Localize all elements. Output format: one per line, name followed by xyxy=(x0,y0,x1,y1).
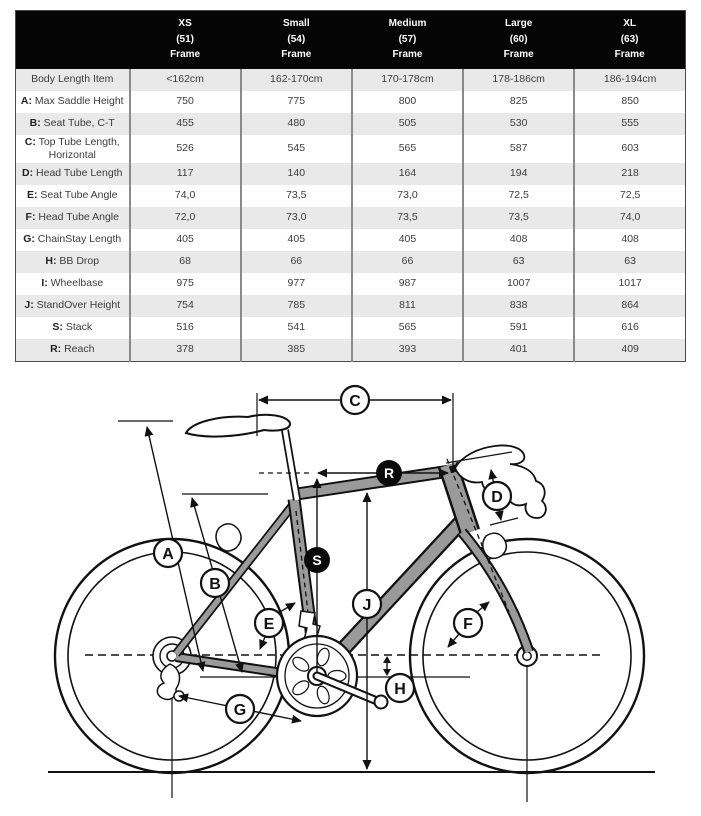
row-label: Body Length Item xyxy=(16,69,130,91)
value-cell: 178-186cm xyxy=(463,69,574,91)
value-cell: 977 xyxy=(241,273,352,295)
value-cell: 408 xyxy=(463,229,574,251)
value-cell: 72,5 xyxy=(463,185,574,207)
row-label: B: Seat Tube, C-T xyxy=(16,113,130,135)
column-header-large: Large (60) Frame xyxy=(463,11,574,69)
value-cell: 73,0 xyxy=(241,207,352,229)
value-cell: 74,0 xyxy=(130,185,241,207)
value-cell: 975 xyxy=(130,273,241,295)
value-cell: 378 xyxy=(130,339,241,362)
value-cell: 66 xyxy=(241,251,352,273)
marker-e xyxy=(255,609,283,637)
value-cell: 455 xyxy=(130,113,241,135)
value-cell: 405 xyxy=(130,229,241,251)
row-label: J: StandOver Height xyxy=(16,295,130,317)
value-cell: 864 xyxy=(574,295,685,317)
value-cell: 401 xyxy=(463,339,574,362)
value-cell: 1007 xyxy=(463,273,574,295)
pedal-spindle-icon xyxy=(375,696,388,709)
value-cell: 63 xyxy=(463,251,574,273)
value-cell: 541 xyxy=(241,317,352,339)
marker-f xyxy=(454,609,482,637)
row-label: A: Max Saddle Height xyxy=(20,94,124,107)
svg-text:A: A xyxy=(162,545,174,563)
value-cell: 785 xyxy=(241,295,352,317)
front-brake-icon xyxy=(483,533,507,558)
value-cell: 218 xyxy=(574,163,685,185)
table-row xyxy=(16,251,686,273)
value-cell: 162-170cm xyxy=(241,69,352,91)
value-cell: 73,5 xyxy=(241,185,352,207)
crankset-icon xyxy=(277,636,388,716)
value-cell: 516 xyxy=(130,317,241,339)
value-cell: 66 xyxy=(352,251,463,273)
value-cell: 850 xyxy=(574,91,685,113)
marker-s xyxy=(304,547,330,573)
table-row xyxy=(16,317,686,339)
value-cell: 555 xyxy=(574,113,685,135)
bike-geometry-diagram xyxy=(0,360,701,816)
row-label: R: Reach xyxy=(16,339,130,362)
value-cell: 587 xyxy=(463,135,574,163)
table-row xyxy=(16,69,686,91)
svg-text:F: F xyxy=(463,615,473,633)
marker-r xyxy=(376,460,402,486)
table-row xyxy=(16,163,686,185)
value-cell: 194 xyxy=(463,163,574,185)
column-header-medium: Medium (57) Frame xyxy=(352,11,463,69)
marker-a xyxy=(154,539,182,567)
value-cell: 409 xyxy=(574,339,685,362)
value-cell: 530 xyxy=(463,113,574,135)
size-table-body xyxy=(16,69,686,362)
row-label: I: Wheelbase xyxy=(41,277,104,290)
marker-j xyxy=(353,590,381,618)
value-cell: 74,0 xyxy=(574,207,685,229)
table-row xyxy=(16,91,686,113)
marker-d xyxy=(483,482,511,510)
value-cell: <162cm xyxy=(130,69,241,91)
svg-text:J: J xyxy=(362,596,372,614)
column-header-xl: XL (63) Frame xyxy=(574,11,685,69)
value-cell: 838 xyxy=(463,295,574,317)
svg-text:B: B xyxy=(209,575,221,593)
value-cell: 68 xyxy=(130,251,241,273)
value-cell: 1017 xyxy=(574,273,685,295)
svg-text:R: R xyxy=(383,465,395,482)
table-row xyxy=(16,339,686,362)
seatpost-icon xyxy=(285,430,297,500)
table-corner-cell xyxy=(16,11,130,69)
table-row xyxy=(16,273,686,295)
value-cell: 987 xyxy=(352,273,463,295)
value-cell: 545 xyxy=(241,135,352,163)
value-cell: 505 xyxy=(352,113,463,135)
value-cell: 616 xyxy=(574,317,685,339)
table-row xyxy=(16,185,686,207)
row-label: S: Stack xyxy=(52,321,93,334)
value-cell: 754 xyxy=(130,295,241,317)
row-label: C: Top Tube Length, Horizontal xyxy=(24,135,120,161)
marker-b xyxy=(201,569,229,597)
value-cell: 186-194cm xyxy=(574,69,685,91)
table-row xyxy=(16,207,686,229)
table-row xyxy=(16,135,686,163)
value-cell: 385 xyxy=(241,339,352,362)
svg-text:D: D xyxy=(491,488,503,506)
value-cell: 405 xyxy=(241,229,352,251)
value-cell: 565 xyxy=(352,317,463,339)
value-cell: 164 xyxy=(352,163,463,185)
rear-brake-icon xyxy=(216,524,241,551)
svg-text:C: C xyxy=(349,392,361,410)
table-row xyxy=(16,229,686,251)
table-row xyxy=(16,113,686,135)
value-cell: 800 xyxy=(352,91,463,113)
saddle-icon xyxy=(186,415,290,437)
value-cell: 63 xyxy=(574,251,685,273)
value-cell: 480 xyxy=(241,113,352,135)
value-cell: 565 xyxy=(352,135,463,163)
size-table-head-row xyxy=(16,11,686,69)
value-cell: 526 xyxy=(130,135,241,163)
svg-text:H: H xyxy=(394,680,406,698)
size-geometry-table xyxy=(15,10,686,362)
value-cell: 72,0 xyxy=(130,207,241,229)
value-cell: 73,5 xyxy=(463,207,574,229)
marker-c xyxy=(341,386,369,414)
value-cell: 72,5 xyxy=(574,185,685,207)
svg-text:G: G xyxy=(233,701,247,719)
column-header-xs: XS (51) Frame xyxy=(130,11,241,69)
row-label: D: Head Tube Length xyxy=(16,163,130,185)
value-cell: 408 xyxy=(574,229,685,251)
row-label: F: Head Tube Angle xyxy=(16,207,130,229)
value-cell: 73,0 xyxy=(352,185,463,207)
value-cell: 603 xyxy=(574,135,685,163)
row-label: H: BB Drop xyxy=(16,251,130,273)
value-cell: 73,5 xyxy=(352,207,463,229)
marker-g xyxy=(226,695,254,723)
marker-h xyxy=(386,674,414,702)
value-cell: 811 xyxy=(352,295,463,317)
row-label: G: ChainStay Length xyxy=(23,233,122,246)
value-cell: 170-178cm xyxy=(352,69,463,91)
value-cell: 405 xyxy=(352,229,463,251)
value-cell: 825 xyxy=(463,91,574,113)
table-row xyxy=(16,295,686,317)
column-header-small: Small (54) Frame xyxy=(241,11,352,69)
value-cell: 775 xyxy=(241,91,352,113)
svg-text:E: E xyxy=(263,615,275,633)
value-cell: 750 xyxy=(130,91,241,113)
value-cell: 393 xyxy=(352,339,463,362)
value-cell: 140 xyxy=(241,163,352,185)
value-cell: 117 xyxy=(130,163,241,185)
value-cell: 591 xyxy=(463,317,574,339)
svg-text:S: S xyxy=(312,552,322,569)
row-label: E: Seat Tube Angle xyxy=(27,189,118,202)
